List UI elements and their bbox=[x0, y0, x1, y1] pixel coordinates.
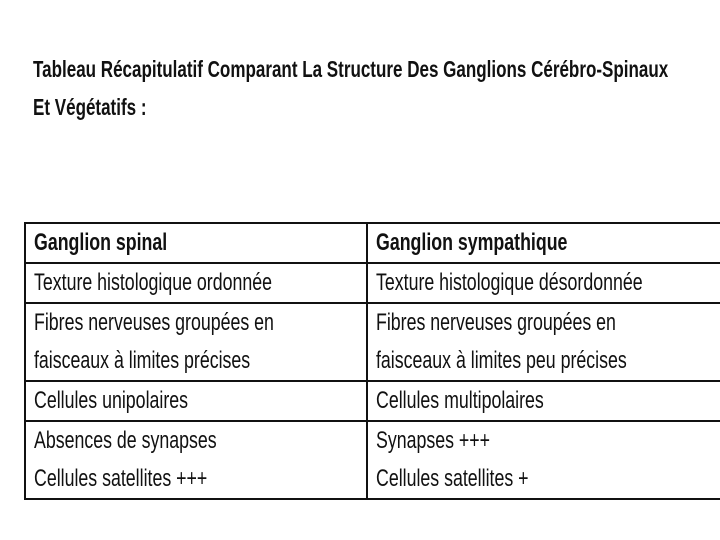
table-row bbox=[25, 381, 720, 421]
header-label: Ganglion sympathique bbox=[376, 229, 568, 256]
header-ganglion-spinal bbox=[25, 223, 367, 263]
table-cell bbox=[25, 381, 367, 421]
table-cell bbox=[367, 421, 720, 499]
table-cell bbox=[25, 263, 367, 303]
cell-text: Fibres nerveuses groupées en bbox=[376, 309, 617, 336]
cell-text: Cellules satellites +++ bbox=[34, 465, 208, 492]
table-row bbox=[25, 303, 720, 381]
table-cell bbox=[25, 421, 367, 499]
cell-text: Cellules satellites + bbox=[376, 465, 529, 492]
comparison-table bbox=[24, 222, 720, 500]
title-line-1 bbox=[33, 56, 720, 83]
cell-text: faisceaux à limites précises bbox=[34, 347, 251, 374]
cell-text: Texture histologique désordonnée bbox=[376, 269, 643, 296]
header-ganglion-sympathique bbox=[367, 223, 720, 263]
cell-text: faisceaux à limites peu précises bbox=[376, 347, 627, 374]
cell-text: Absences de synapses bbox=[34, 427, 217, 454]
table-cell bbox=[367, 263, 720, 303]
header-label: Ganglion spinal bbox=[34, 229, 168, 256]
table-row bbox=[25, 421, 720, 499]
cell-text: Cellules multipolaires bbox=[376, 387, 544, 414]
cell-text: Cellules unipolaires bbox=[34, 387, 189, 414]
title-text: Tableau Récapitulatif Comparant La Structure Des Ganglions Cérébro-Spinaux bbox=[33, 56, 669, 82]
table-row bbox=[25, 263, 720, 303]
table-cell bbox=[367, 303, 720, 381]
table-cell bbox=[25, 303, 367, 381]
cell-text: Synapses +++ bbox=[376, 427, 491, 454]
table-cell bbox=[367, 381, 720, 421]
title-text: Et Végétatifs : bbox=[33, 94, 147, 120]
title-line-2 bbox=[33, 94, 186, 121]
cell-text: Fibres nerveuses groupées en bbox=[34, 309, 274, 336]
cell-text: Texture histologique ordonnée bbox=[34, 269, 272, 296]
table-header-row bbox=[25, 223, 720, 263]
